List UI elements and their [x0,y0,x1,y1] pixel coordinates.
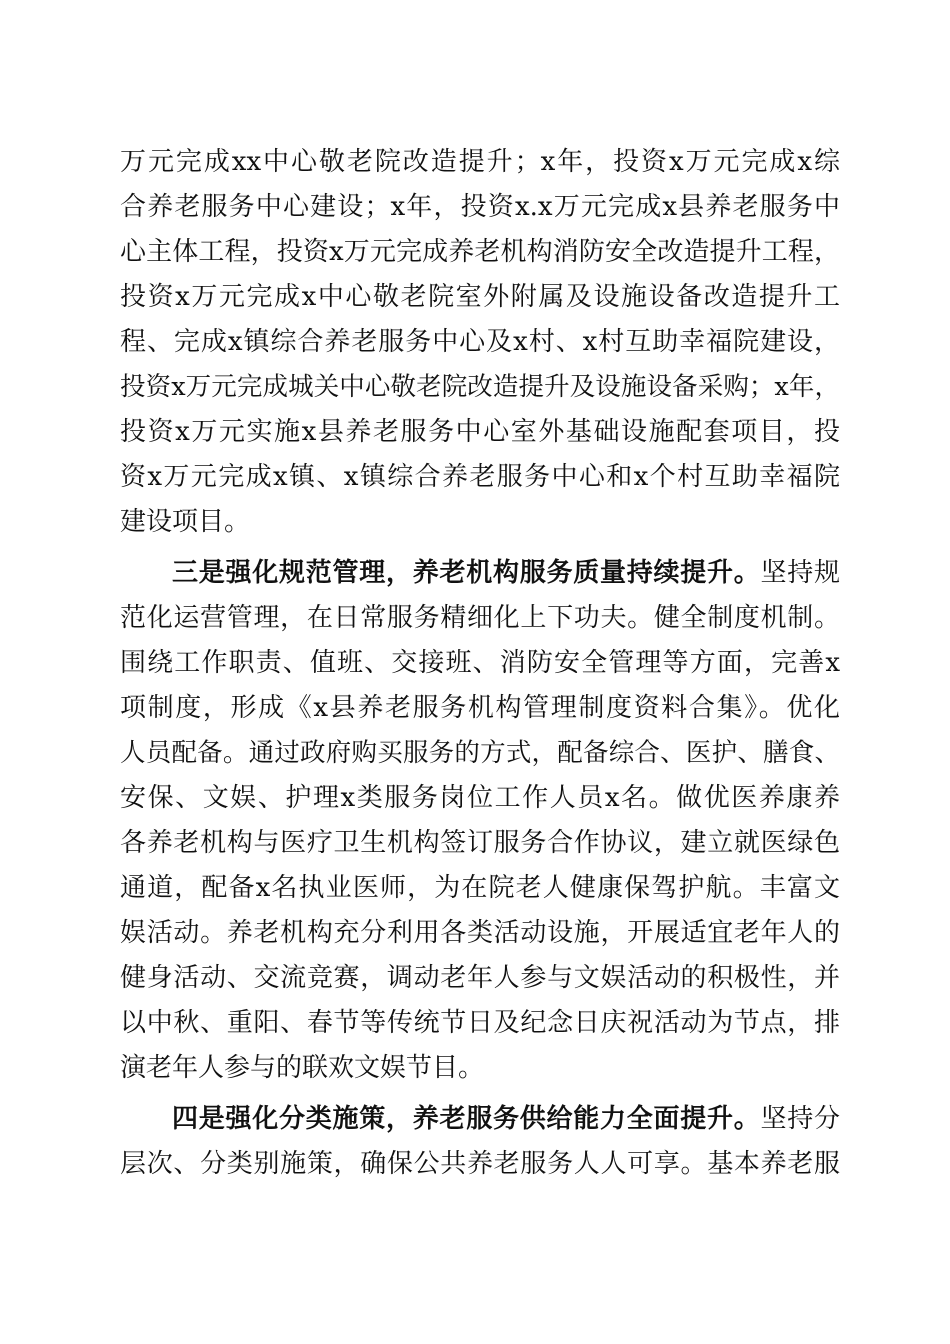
text-span: 坚持规 [760,558,840,588]
document-body [120,140,840,1187]
text-line: 建设项目。 [120,507,251,537]
text-line: 心主体工程，投资x万元完成养老机构消防安全改造提升工程， [120,237,840,267]
paragraph-3 [120,1097,840,1187]
text-line: 层次、分类别施策，确保公共养老服务人人可享。基本养老服 [120,1149,840,1179]
text-line [120,1097,840,1142]
text-line: 通道，配备x名执业医师，为在院老人健康保驾护航。丰富文 [120,873,840,903]
text-line: 以中秋、重阳、春节等传统节日及纪念日庆祝活动为节点，排 [120,1008,840,1038]
text-line: 演老年人参与的联欢文娱节目。 [120,1053,485,1083]
text-line: 项制度，形成《x县养老服务机构管理制度资料合集》。优化 [120,693,840,723]
paragraph-heading: 三是强化规范管理，养老机构服务质量持续提升。 [172,558,761,588]
text-line: 投资x万元完成x中心敬老院室外附属及设施设备改造提升工 [120,282,840,312]
text-line: 资x万元完成x镇、x镇综合养老服务中心和x个村互助幸福院 [120,462,840,492]
paragraph-2 [120,551,840,1091]
text-line [120,551,840,596]
text-line: 合养老服务中心建设；x年，投资x.x万元完成x县养老服务中 [120,192,840,222]
paragraph-heading: 四是强化分类施策，养老服务供给能力全面提升。 [172,1104,761,1134]
text-line: 程、完成x镇综合养老服务中心及x村、x村互助幸福院建设， [120,327,840,357]
text-line: 各养老机构与医疗卫生机构签订服务合作协议，建立就医绿色 [120,828,840,858]
text-line: 万元完成xx中心敬老院改造提升；x年，投资x万元完成x综 [120,147,840,177]
text-line: 人员配备。通过政府购买服务的方式，配备综合、医护、膳食、 [120,738,840,768]
paragraph-1 [120,140,840,545]
text-line: 范化运营管理，在日常服务精细化上下功夫。健全制度机制。 [120,603,840,633]
text-line: 围绕工作职责、值班、交接班、消防安全管理等方面，完善x [120,648,840,678]
text-line: 投资x万元完成城关中心敬老院改造提升及设施设备采购；x年， [120,372,840,402]
text-line: 投资x万元实施x县养老服务中心室外基础设施配套项目，投 [120,417,840,447]
text-line: 健身活动、交流竞赛，调动老年人参与文娱活动的积极性，并 [120,963,840,993]
text-line: 安保、文娱、护理x类服务岗位工作人员x名。做优医养康养 [120,783,840,813]
text-line: 娱活动。养老机构充分利用各类活动设施，开展适宜老年人的 [120,918,840,948]
text-span: 坚持分 [760,1104,840,1134]
